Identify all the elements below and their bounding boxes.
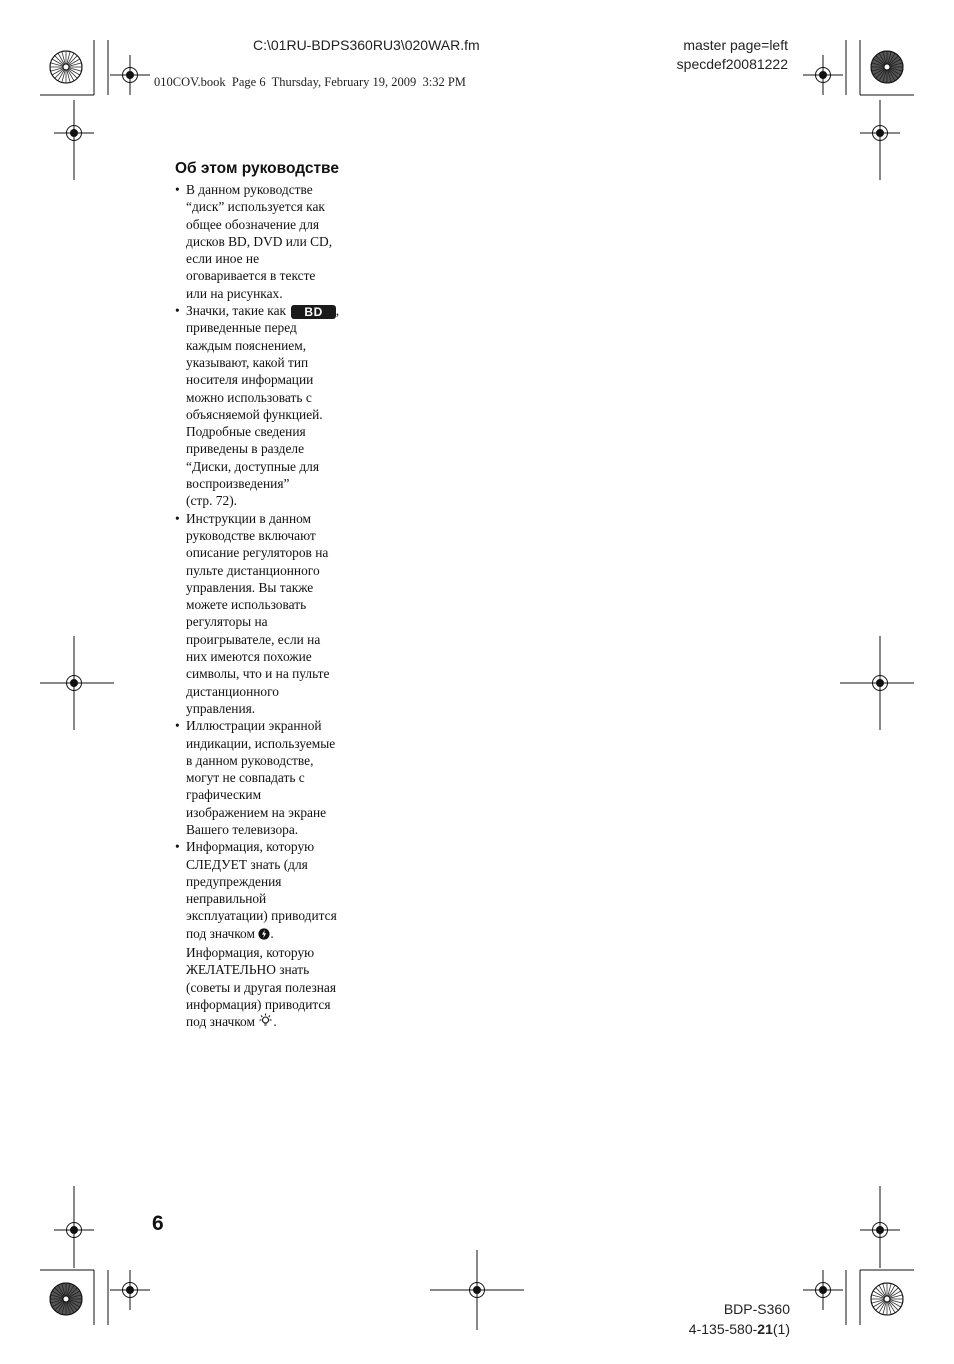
list-item-line: графическим — [186, 787, 262, 803]
color-wheel-mark — [50, 1283, 82, 1315]
list-item-text: под значком — [186, 925, 255, 941]
registration-target — [803, 1270, 843, 1310]
header-file-path: C:\01RU-BDPS360RU3\020WAR.fm — [253, 37, 480, 53]
registration-target — [110, 55, 150, 95]
bd-disc-badge: BD — [291, 305, 335, 319]
list-item-line: описание регуляторов на — [186, 545, 329, 561]
list-item-line: проигрывателе, если на — [186, 631, 321, 647]
warning-icon — [258, 927, 270, 944]
header-spec: specdef20081222 — [676, 56, 788, 72]
list-item-line: управления. Вы также — [186, 579, 314, 595]
list-item-line: символы, что и на пульте — [186, 666, 330, 682]
list-item-line: “диск” используется как — [186, 199, 325, 215]
list-item-line: • Инструкции в данном — [186, 510, 312, 526]
list-item-line: предупреждения — [186, 873, 282, 889]
footer-model: BDP-S360 — [723, 1301, 790, 1317]
list-item-line: можно использовать с — [186, 389, 312, 405]
list-item-text: . — [273, 1014, 277, 1030]
list-item-line: изображением на экране — [186, 804, 327, 820]
list-item-line: руководстве включают — [186, 527, 316, 543]
list-item-line: них имеются похожие — [186, 649, 312, 665]
list-item-line: (стр. 72). — [186, 493, 238, 509]
list-item-line: • Информация, которую — [186, 839, 315, 855]
list-item-text: , — [335, 303, 340, 319]
list-item-line: информация) приводится — [186, 996, 331, 1012]
list-item-line: воспроизведения” — [186, 476, 290, 492]
content-column — [175, 160, 375, 1033]
list-item-line: “Диски, доступные для — [186, 458, 319, 474]
page-number: 6 — [152, 1212, 164, 1235]
list-item — [175, 838, 375, 1032]
part-number-prefix: 4-135-580- — [688, 1321, 758, 1337]
header-book-line: 010COV.book Page 6 Thursday, February 19, 2009 3:32 PM — [154, 75, 466, 89]
list-item-line: общее обозначение для — [186, 216, 320, 232]
list-item-line: • В данном руководстве — [186, 182, 313, 197]
list-item-line: • Иллюстрации экранной — [186, 718, 322, 734]
registration-target — [803, 55, 843, 95]
header-master-page: master page=left — [683, 37, 788, 53]
list-item-line: могут не совпадать с — [186, 770, 305, 786]
list-item-line: Подробные сведения — [186, 424, 306, 440]
list-item-line: (советы и другая полезная — [186, 979, 336, 995]
list-item-line: указывают, какой тип — [186, 354, 309, 370]
lightbulb-icon — [258, 1013, 273, 1032]
list-item-line: неправильной — [186, 891, 267, 907]
list-item — [175, 510, 375, 718]
list-item-text: Значки, такие как — [186, 303, 287, 319]
list-item-line: эксплуатации) приводится — [186, 908, 337, 924]
list-item-line: каждым пояснением, — [186, 337, 307, 353]
list-item-line: индикации, используемые — [186, 735, 336, 751]
registration-target — [110, 1270, 150, 1310]
part-number-suffix: (1) — [772, 1321, 790, 1337]
list-item-line: носителя информации — [186, 372, 314, 388]
list-item-line: регуляторы на — [186, 614, 268, 630]
list-item — [175, 181, 375, 302]
list-item-line: в данном руководстве, — [186, 752, 314, 768]
section-title: Об этом руководстве — [175, 160, 339, 177]
color-wheel-mark — [871, 51, 903, 83]
list-item-line: или на рисунках. — [186, 285, 283, 301]
list-item-line: дистанционного — [186, 683, 279, 699]
list-item — [175, 717, 375, 838]
footer-part-number — [689, 1321, 790, 1337]
list-item-line: если иное не — [186, 251, 260, 267]
list-item-line: объясняемой функцией. — [186, 406, 323, 422]
list-item-line: приведенные перед — [186, 320, 297, 336]
color-wheel-mark — [871, 1283, 903, 1315]
list-item-line: пульте дистанционного — [186, 562, 320, 578]
list-item-line: дисков BD, DVD или CD, — [186, 233, 333, 249]
list-item-line: ЖЕЛАТЕЛЬНО знать — [186, 962, 310, 978]
instruction-list — [175, 181, 375, 1033]
part-number-bold: 21 — [757, 1321, 773, 1337]
list-item-line: СЛЕДУЕТ знать (для — [186, 856, 308, 872]
list-item — [175, 302, 375, 510]
list-item-line: управления. — [186, 700, 256, 716]
list-item-line: можете использовать — [186, 597, 307, 613]
list-item-line: оговаривается в тексте — [186, 268, 316, 284]
list-item-text: под значком — [186, 1014, 255, 1030]
list-item-line: Информация, которую — [186, 945, 315, 961]
list-item-line: приведены в разделе — [186, 441, 305, 457]
list-item-text: . — [270, 925, 274, 941]
color-wheel-mark — [50, 51, 82, 83]
list-item-line: Вашего телевизора. — [186, 821, 299, 837]
